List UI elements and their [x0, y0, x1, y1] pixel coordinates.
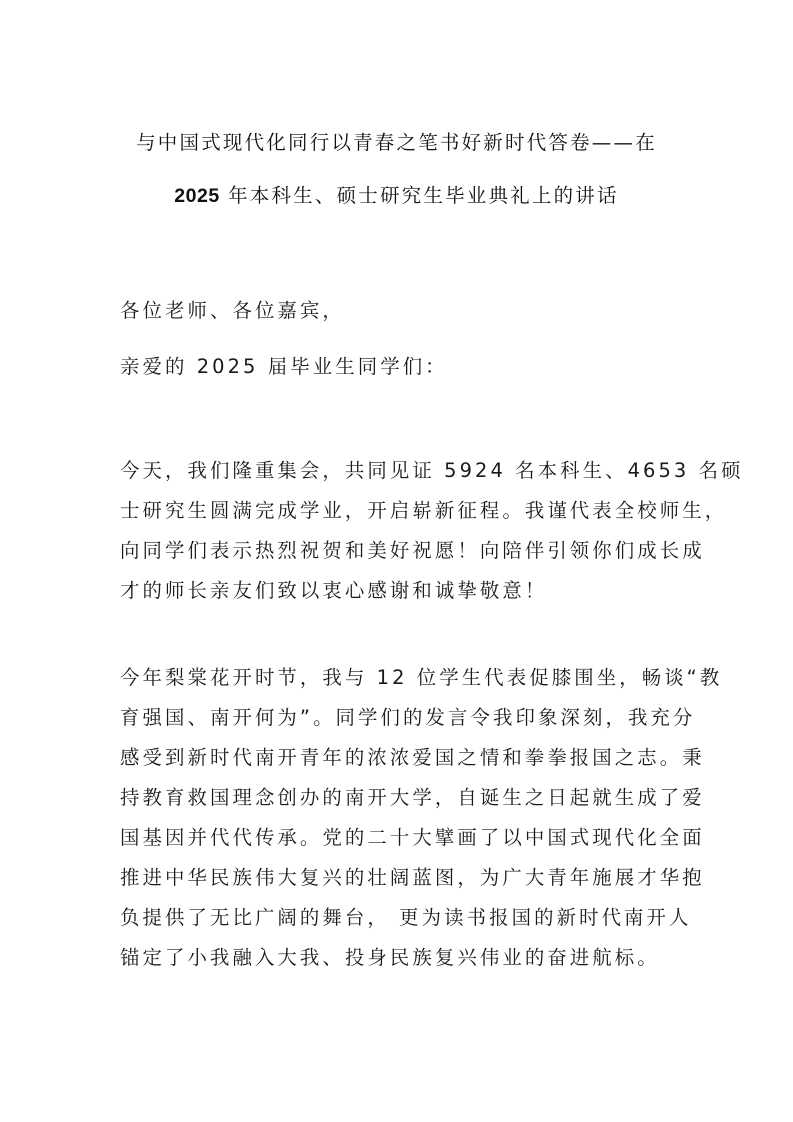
paragraph-line: 育强国、南开何为”。同学们的发言令我印象深刻，我充分: [120, 706, 696, 729]
salutation-line: 亲爱的 2025 届毕业生同学们：: [120, 355, 448, 378]
salutation-guests: [120, 291, 685, 331]
salutation-line: 各位老师、各位嘉宾，: [120, 299, 345, 322]
salutation-graduates: [120, 347, 685, 387]
paragraph-1: [120, 451, 744, 611]
paragraph-line: 感受到新时代南开青年的浓浓爱国之情和拳拳报国之志。秉: [120, 746, 705, 769]
paragraph-line: 国基因并代代传承。党的二十大擘画了以中国式现代化全面: [120, 826, 705, 849]
paragraph-line: 今年梨棠花开时节，我与 12 位学生代表促膝围坐，畅谈“教: [120, 666, 723, 689]
paragraph-line: 推进中华民族伟大复兴的壮阔蓝图，为广大青年施展才华抱: [120, 866, 705, 889]
paragraph-line: 持教育救国理念创办的南开大学，自诞生之日起就生成了爱: [120, 786, 705, 809]
document-title-line-1: 与中国式现代化同行以青春之笔书好新时代答卷——在: [136, 131, 657, 154]
paragraph-line: 才的师长亲友们致以衷心感谢和诚挚敬意！: [120, 579, 548, 602]
paragraph-line: 锚定了小我融入大我、投身民族复兴伟业的奋进航标。: [120, 946, 660, 969]
title-year: 2025: [174, 185, 220, 207]
paragraph-line: 士研究生圆满完成学业，开启崭新征程。我谨代表全校师生，: [120, 499, 728, 522]
paragraph-line: 今天，我们隆重集会，共同见证 5924 名本科生、4653 名硕: [120, 459, 744, 482]
document-title-line-2: [100, 184, 693, 208]
paragraph-line: 负提供了无比广阔的舞台， 更为读书报国的新时代南开人: [120, 906, 692, 929]
paragraph-line: 向同学们表示热烈祝贺和美好祝愿！向陪伴引领你们成长成: [120, 539, 705, 562]
paragraph-2: [120, 658, 723, 978]
title-rest: 年本科生、硕士研究生毕业典礼上的讲话: [219, 184, 619, 207]
